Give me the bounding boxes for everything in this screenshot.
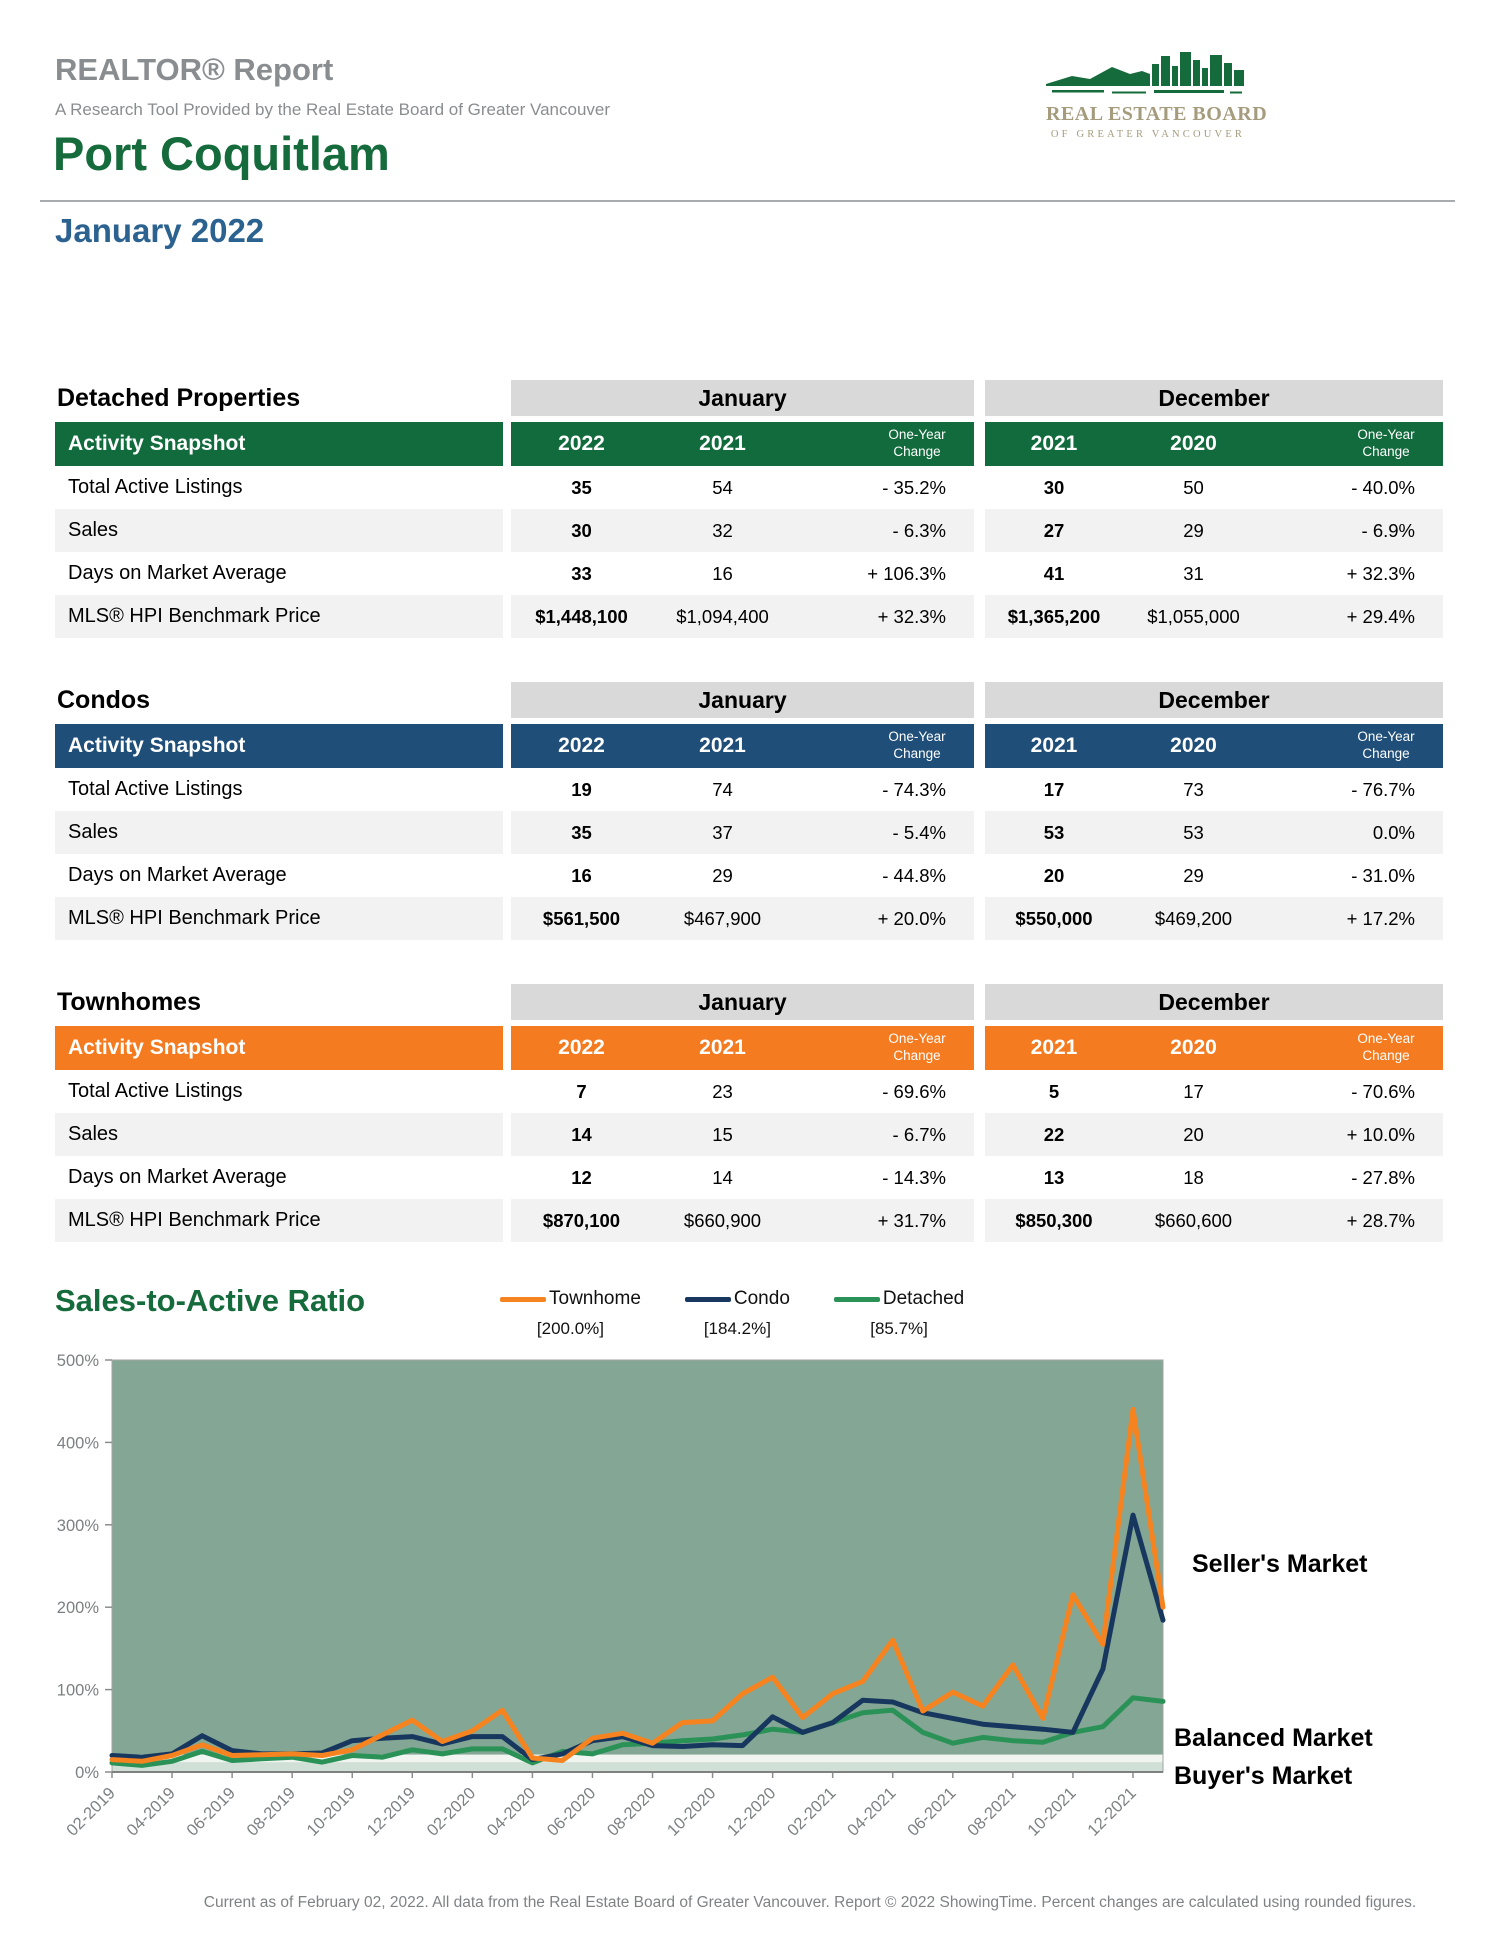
value-cell: + 32.3% — [1346, 562, 1415, 584]
value-cell: 31 — [1183, 562, 1204, 584]
value-cell: + 10.0% — [1264, 1113, 1443, 1156]
chart-title: Sales-to-Active Ratio — [55, 1283, 366, 1318]
value-cell: 37 — [652, 811, 793, 854]
one-year-change-label: One-Year Change — [1357, 729, 1415, 761]
value-cell: 23 — [712, 1080, 733, 1102]
value-cell: 7 — [576, 1080, 587, 1102]
value-cell: $660,900 — [652, 1199, 793, 1242]
value-cell: 5 — [1048, 1080, 1060, 1102]
value-cell: - 31.0% — [1351, 864, 1415, 886]
column-header-year: 2020 — [1123, 422, 1264, 466]
table-townhomes — [55, 984, 1443, 1242]
column-header-year: 2021 — [985, 724, 1123, 768]
value-cell: 15 — [652, 1113, 793, 1156]
value-cell: $467,900 — [652, 897, 793, 940]
rebgv-logo — [1046, 48, 1268, 140]
one-year-change-label: One-Year Change — [888, 427, 946, 459]
y-axis-label: 500% — [56, 1352, 99, 1370]
one-year-change-label: One-Year Change — [888, 1031, 946, 1063]
y-axis-label: 200% — [56, 1599, 99, 1618]
row-label: MLS® HPI Benchmark Price — [55, 897, 503, 940]
city-skyline-icon — [1046, 48, 1250, 96]
value-cell: - 69.6% — [882, 1080, 946, 1102]
one-year-change-label: One-Year Change — [1357, 427, 1415, 459]
value-cell: 18 — [1183, 1166, 1204, 1188]
value-cell: 14 — [712, 1166, 733, 1188]
balanced-market-label: Balanced Market — [1174, 1724, 1373, 1752]
report-subtitle: A Research Tool Provided by the Real Estate Board of Greater Vancouver — [55, 100, 611, 119]
section-title: Townhomes — [57, 987, 201, 1016]
x-axis-label: 12-2020 — [723, 1784, 780, 1840]
row-label: Total Active Listings — [68, 476, 243, 498]
logo-text: REAL ESTATE BOARD — [1046, 103, 1268, 125]
column-header-year: 2021 — [985, 422, 1123, 466]
legend-current-value: [184.2%] — [703, 1319, 771, 1338]
legend-label: Townhome — [549, 1288, 641, 1309]
legend-current-value: [85.7%] — [870, 1319, 928, 1338]
band-buyer-s-market — [112, 1762, 1163, 1772]
month-group-header-december: December — [985, 682, 1443, 718]
column-header-one-year-change — [1264, 422, 1443, 466]
column-header-one-year-change — [1264, 1026, 1443, 1070]
row-label: Sales — [55, 1113, 503, 1156]
row-label: Days on Market Average — [68, 1166, 287, 1188]
snapshot-label: Activity Snapshot — [55, 1026, 503, 1070]
value-cell: - 70.6% — [1351, 1080, 1415, 1102]
row-label: Days on Market Average — [68, 562, 287, 584]
value-cell: 19 — [571, 778, 592, 800]
month-group-header-january: January — [511, 380, 974, 416]
row-label: Sales — [55, 509, 503, 552]
column-header-year: 2022 — [511, 724, 652, 768]
month-group-header-december: December — [985, 380, 1443, 416]
value-cell: 41 — [1043, 562, 1065, 584]
value-cell: $550,000 — [985, 897, 1123, 940]
row-label: Total Active Listings — [68, 778, 243, 800]
y-axis-label: 0% — [75, 1764, 99, 1782]
value-cell: - 5.4% — [793, 811, 974, 854]
value-cell: 12 — [571, 1166, 592, 1188]
column-header-year: 2021 — [652, 1026, 793, 1070]
value-cell: 17 — [1183, 1080, 1204, 1102]
value-cell: $1,055,000 — [1123, 595, 1264, 638]
value-cell: + 32.3% — [793, 595, 974, 638]
value-cell: 30 — [511, 509, 652, 552]
row-label: Sales — [55, 811, 503, 854]
value-cell: 14 — [511, 1113, 652, 1156]
value-cell: - 44.8% — [882, 864, 946, 886]
column-header-year: 2021 — [652, 422, 793, 466]
value-cell: 29 — [1183, 864, 1204, 886]
value-cell: 30 — [1043, 476, 1065, 498]
value-cell: 35 — [511, 811, 652, 854]
value-cell: 35 — [571, 476, 592, 498]
value-cell: 0.0% — [1264, 811, 1443, 854]
page-title: Port Coquitlam — [53, 127, 390, 180]
one-year-change-label: One-Year Change — [1357, 1031, 1415, 1063]
legend-label: Condo — [733, 1288, 790, 1309]
section-title: Condos — [57, 685, 151, 714]
x-axis-label: 08-2021 — [964, 1784, 1020, 1840]
value-cell: 17 — [1043, 778, 1065, 800]
value-cell: $850,300 — [985, 1199, 1123, 1242]
one-year-change-label: One-Year Change — [888, 729, 946, 761]
x-axis-label: 10-2020 — [663, 1784, 720, 1840]
value-cell: 29 — [712, 864, 733, 886]
value-cell: $1,094,400 — [652, 595, 793, 638]
value-cell: 13 — [1043, 1166, 1065, 1188]
value-cell: + 106.3% — [867, 562, 946, 584]
legend-current-value: [200.0%] — [536, 1319, 604, 1338]
x-axis-label: 04-2020 — [483, 1784, 540, 1840]
x-axis-label: 04-2019 — [123, 1784, 179, 1840]
value-cell: - 35.2% — [882, 476, 946, 498]
value-cell: 27 — [985, 509, 1123, 552]
buyers-market-label: Buyer's Market — [1174, 1762, 1353, 1790]
x-axis-label: 06-2021 — [904, 1784, 960, 1840]
legend-label: Detached — [882, 1288, 965, 1309]
column-header-year: 2020 — [1123, 724, 1264, 768]
value-cell: - 6.7% — [793, 1113, 974, 1156]
month-group-header-january: January — [511, 984, 974, 1020]
value-cell: 33 — [571, 562, 592, 584]
y-axis-label: 300% — [56, 1516, 99, 1535]
x-axis-label: 12-2021 — [1084, 1784, 1140, 1840]
column-header-one-year-change — [1264, 724, 1443, 768]
value-cell: + 29.4% — [1264, 595, 1443, 638]
value-cell: 74 — [712, 778, 733, 800]
value-cell: 22 — [985, 1113, 1123, 1156]
value-cell: 16 — [712, 562, 733, 584]
value-cell: 53 — [1123, 811, 1264, 854]
value-cell: 20 — [1123, 1113, 1264, 1156]
snapshot-label: Activity Snapshot — [55, 724, 503, 768]
column-header-year: 2020 — [1123, 1026, 1264, 1070]
report-title: REALTOR® Report — [55, 52, 334, 87]
x-axis-label: 08-2019 — [243, 1784, 299, 1840]
x-axis-label: 02-2019 — [63, 1784, 119, 1840]
value-cell: + 31.7% — [793, 1199, 974, 1242]
sales-to-active-chart — [0, 1270, 1495, 1920]
footer-note: Current as of February 02, 2022. All data from the Real Estate Board of Greater Vancouver. Report © 2022 ShowingTime. Percent changes are calculated using rounded figures. — [203, 1894, 1417, 1911]
table-condos — [55, 682, 1443, 940]
value-cell: - 27.8% — [1351, 1166, 1415, 1188]
column-header-one-year-change — [793, 422, 974, 466]
value-cell: - 6.3% — [793, 509, 974, 552]
value-cell: 16 — [571, 864, 592, 886]
value-cell: 53 — [985, 811, 1123, 854]
value-cell: + 20.0% — [793, 897, 974, 940]
value-cell: - 74.3% — [882, 778, 946, 800]
snapshot-label: Activity Snapshot — [55, 422, 503, 466]
column-header-year: 2022 — [511, 422, 652, 466]
row-label: Total Active Listings — [68, 1080, 243, 1102]
value-cell: - 14.3% — [882, 1166, 946, 1188]
header-divider — [40, 200, 1455, 202]
value-cell: 32 — [652, 509, 793, 552]
column-header-one-year-change — [793, 1026, 974, 1070]
value-cell: $561,500 — [511, 897, 652, 940]
value-cell: $660,600 — [1123, 1199, 1264, 1242]
month-group-header-december: December — [985, 984, 1443, 1020]
x-axis-label: 10-2019 — [303, 1784, 360, 1840]
column-header-one-year-change — [793, 724, 974, 768]
sellers-market-label: Seller's Market — [1192, 1550, 1368, 1578]
x-axis-label: 06-2020 — [543, 1784, 600, 1840]
row-label: MLS® HPI Benchmark Price — [55, 595, 503, 638]
value-cell: $1,365,200 — [985, 595, 1123, 638]
x-axis-label: 12-2019 — [363, 1784, 420, 1840]
x-axis-label: 10-2021 — [1024, 1784, 1080, 1840]
x-axis-label: 02-2021 — [783, 1784, 840, 1840]
column-header-year: 2021 — [652, 724, 793, 768]
value-cell: 50 — [1183, 476, 1204, 498]
value-cell: - 76.7% — [1351, 778, 1415, 800]
y-axis-label: 400% — [56, 1434, 99, 1453]
value-cell: + 28.7% — [1264, 1199, 1443, 1242]
column-header-year: 2022 — [511, 1026, 652, 1070]
section-title: Detached Properties — [57, 383, 301, 412]
value-cell: 29 — [1123, 509, 1264, 552]
row-label: Days on Market Average — [68, 864, 287, 886]
value-cell: $1,448,100 — [511, 595, 652, 638]
report-period: January 2022 — [55, 212, 265, 249]
logo-subtext: OF GREATER VANCOUVER — [1050, 129, 1246, 140]
row-label: MLS® HPI Benchmark Price — [55, 1199, 503, 1242]
value-cell: 73 — [1183, 778, 1204, 800]
value-cell: + 17.2% — [1264, 897, 1443, 940]
value-cell: 20 — [1043, 864, 1065, 886]
column-header-year: 2021 — [985, 1026, 1123, 1070]
x-axis-label: 06-2019 — [183, 1784, 239, 1840]
x-axis-label: 02-2020 — [423, 1784, 480, 1840]
value-cell: - 6.9% — [1264, 509, 1443, 552]
x-axis-label: 08-2020 — [603, 1784, 660, 1840]
value-cell: - 40.0% — [1351, 476, 1415, 498]
value-cell: $870,100 — [511, 1199, 652, 1242]
y-axis-label: 100% — [56, 1681, 99, 1700]
band-seller-s-market — [112, 1360, 1163, 1755]
value-cell: 54 — [712, 476, 733, 498]
x-axis-label: 04-2021 — [844, 1784, 900, 1840]
value-cell: $469,200 — [1123, 897, 1264, 940]
table-detached-properties — [55, 380, 1443, 638]
month-group-header-january: January — [511, 682, 974, 718]
